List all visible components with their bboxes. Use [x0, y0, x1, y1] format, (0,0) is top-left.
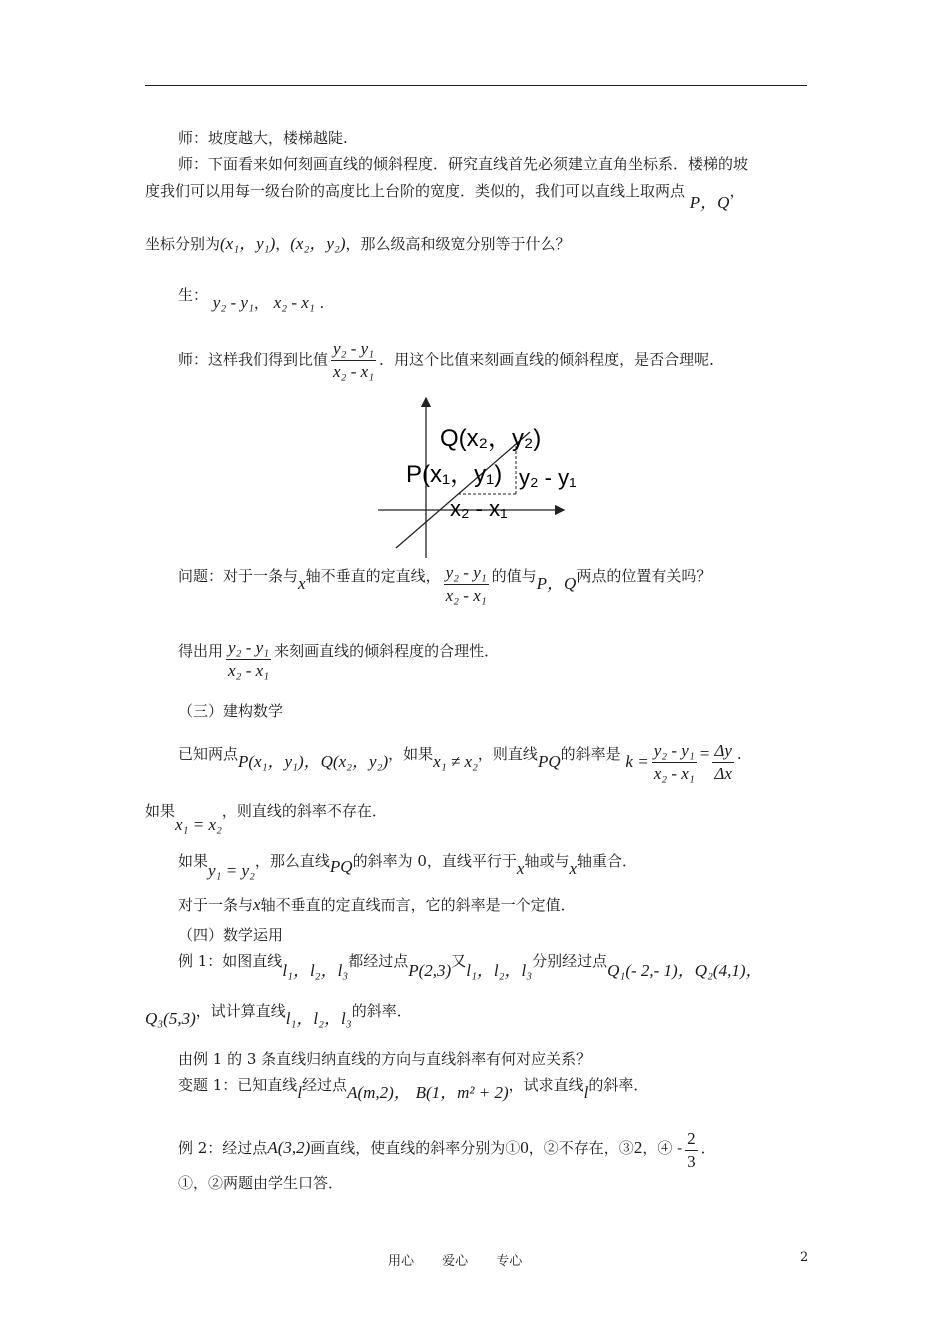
math-expression: B(1，m² + 2)	[415, 1083, 509, 1102]
point-p-label: P(x₁，y₁)	[406, 461, 503, 488]
paragraph: 例 1：如图直线l₁，l₂，l₃都经过点P(2,3)又l₁，l₂，l₃分别经过点Q₁(- 2,- 1)，Q₂(4,1)，	[178, 952, 763, 980]
section-heading: （三）建构数学	[178, 702, 284, 720]
math-expression: A(m,2)，	[347, 1083, 411, 1102]
math-expression: x	[298, 574, 306, 593]
paragraph: 变题 1：已知直线l经过点A(m,2)， B(1，m² + 2)，试求直线l的斜率．	[178, 1076, 649, 1102]
math-expression: l₁，l₂，l₃	[282, 961, 349, 980]
paragraph: 由例 1 的 3 条直线归纳直线的方向与直线斜率有何对应关系？	[178, 1050, 592, 1068]
paragraph: ①，②两题由学生口答．	[178, 1174, 344, 1192]
fraction: $\frac{\text{y₂ - y₁}}{\text{x₂ - x₁}}$	[653, 741, 695, 783]
paragraph: 对于一条与x轴不垂直的定直线而言，它的斜率是一个定值．	[178, 895, 576, 914]
math-expression: l₁，l₂，l₃	[285, 1009, 352, 1028]
paragraph: 师：下面看来如何刻画直线的倾斜程度．研究直线首先必须建立直角坐标系．楼梯的坡	[178, 155, 749, 173]
math-expression: l₁，l₂，l₃	[466, 961, 533, 980]
math-expression: P(x₁，y₁)，Q(x₂，y₂)	[238, 752, 389, 771]
slope-diagram	[370, 390, 580, 565]
math-expression: P，Q	[536, 574, 577, 593]
rise-label: y₂ - y₁	[519, 465, 577, 490]
paragraph: 已知两点P(x₁，y₁)，Q(x₂，y₂)，如果x₁ ≠ x₂，则直线PQ的斜率是 k = $\frac{\text{y₂ - y₁}}{\text{x₂ - x₁}}$ = $\frac{\Delta y}{\Delta x}$ .	[178, 741, 742, 783]
math-expression: x₂ - x₁	[273, 293, 315, 312]
math-expression: PQ	[329, 857, 353, 876]
fraction: $\frac{\text{y₂ - y₁}}{\text{x₂ - x₁}}$	[445, 563, 487, 605]
paragraph: 例 2：经过点A(3,2)画直线，使直线的斜率分别为①0，②不存在，③2，④ - $\frac{2}{3}$ ．	[178, 1129, 716, 1171]
math-expression: x₁ ≠ x₂	[433, 752, 478, 771]
paragraph: 生： y₂ - y₁， x₂ - x₁ .	[178, 286, 325, 312]
page-number: 2	[800, 1250, 809, 1265]
math-expression: k =	[625, 752, 649, 771]
point-q-label: Q(x₂，y₂)	[440, 425, 542, 452]
math-expression: (x₁，y₁)	[220, 234, 276, 253]
math-expression: x	[516, 859, 525, 878]
paragraph: 师：坡度越大，楼梯越陡.	[178, 129, 348, 147]
paragraph: 如果x₁ = x₂，则直线的斜率不存在．	[145, 802, 387, 834]
math-expression: y₂ - y₁	[212, 293, 254, 312]
paragraph: 度我们可以用每一级台阶的高度比上台阶的宽度．类似的，我们可以直线上取两点 P，Q，	[145, 182, 745, 212]
paragraph: Q₃(5,3)，试计算直线l₁，l₂，l₃的斜率．	[145, 1002, 412, 1028]
fraction: $\frac{2}{3}$	[687, 1129, 696, 1171]
run-label: x₂ - x₁	[450, 496, 508, 521]
paragraph: 得出用 $\frac{\text{y₂ - y₁}}{\text{x₂ - x₁}}$ 来刻画直线的倾斜程度的合理性．	[178, 638, 500, 680]
math-expression: Q₃(5,3)	[145, 1009, 196, 1028]
paragraph: 师：这样我们得到比值 $\frac{\text{y₂ - y₁}}{\text{x₂ - x₁}}$ ．用这个比值来刻画直线的倾斜程度，是否合理呢．	[178, 339, 725, 381]
paragraph: 如果y₁ = y₂，那么直线PQ的斜率为 0，直线平行于x轴或与x轴重合．	[178, 852, 638, 880]
section-heading: （四）数学运用	[178, 926, 284, 944]
math-expression: x	[253, 895, 261, 914]
math-expression: y₁ = y₂	[208, 861, 255, 880]
paragraph: 坐标分别为(x₁，y₁)，(x₂，y₂)，那么级高和级宽分别等于什么？	[145, 234, 571, 253]
math-expression: (x₂，y₂)	[290, 234, 346, 253]
math-expression: A(3,2)	[267, 1138, 311, 1157]
math-expression: l	[583, 1083, 589, 1102]
math-expression: l	[297, 1083, 303, 1102]
header-rule	[145, 85, 807, 86]
math-expression: x	[569, 859, 578, 878]
math-expression: P(2,3)	[408, 961, 452, 980]
fraction: $\frac{\text{y₂ - y₁}}{\text{x₂ - x₁}}$	[333, 339, 375, 381]
paragraph: 问题：对于一条与x轴不垂直的定直线， $\frac{\text{y₂ - y₁}}{\text{x₂ - x₁}}$ 的值与P，Q两点的位置有关吗？	[178, 563, 712, 605]
math-expression: x₁ = x₂	[175, 815, 222, 834]
footer-text: 用心 爱心 专心	[388, 1254, 523, 1269]
math-expression: Q₁(- 2,- 1)，Q₂(4,1)，	[607, 961, 763, 980]
fraction: $\frac{\text{y₂ - y₁}}{\text{x₂ - x₁}}$	[228, 638, 270, 680]
math-expression: PQ	[537, 752, 561, 771]
math-expression: P，Q	[689, 193, 730, 212]
fraction: $\frac{\Delta y}{\Delta x}$	[714, 741, 732, 783]
